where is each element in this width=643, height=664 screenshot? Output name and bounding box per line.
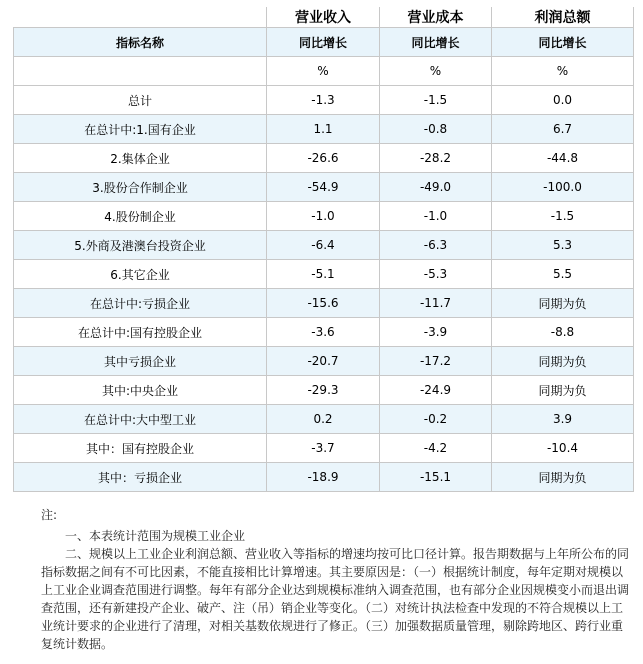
table-row: [14, 347, 634, 376]
note-item-1: 一、本表统计范围为规模工业企业: [65, 529, 246, 543]
header-cost: 营业成本: [380, 7, 492, 28]
row-name: 在总计中:大中型工业: [14, 405, 267, 434]
row-cost: -6.3: [380, 231, 492, 260]
row-name: 4.股份制企业: [14, 202, 267, 231]
row-revenue: -20.7: [267, 347, 380, 376]
unit-row: [14, 57, 634, 86]
row-profit: 5.3: [492, 231, 634, 260]
row-cost: -11.7: [380, 289, 492, 318]
row-profit: 同期为负: [492, 376, 634, 405]
row-name: 5.外商及港澳台投资企业: [14, 231, 267, 260]
row-profit: 5.5: [492, 260, 634, 289]
table-row: [14, 463, 634, 492]
row-cost: -49.0: [380, 173, 492, 202]
row-cost: -4.2: [380, 434, 492, 463]
header-indicator-name: 指标名称: [14, 28, 267, 57]
unit-profit: %: [492, 57, 634, 86]
header-row-sub: [14, 28, 634, 57]
row-profit: 同期为负: [492, 463, 634, 492]
row-revenue: -3.7: [267, 434, 380, 463]
row-revenue: -1.3: [267, 86, 380, 115]
row-profit: 3.9: [492, 405, 634, 434]
row-profit: -8.8: [492, 318, 634, 347]
row-profit: 同期为负: [492, 347, 634, 376]
row-profit: -100.0: [492, 173, 634, 202]
row-name: 在总计中:1.国有企业: [14, 115, 267, 144]
notes-section: [41, 506, 633, 653]
table-row: [14, 231, 634, 260]
row-cost: -24.9: [380, 376, 492, 405]
header-row-top: [14, 7, 634, 28]
table-row: [14, 260, 634, 289]
row-revenue: -1.0: [267, 202, 380, 231]
row-revenue: -29.3: [267, 376, 380, 405]
row-name: 在总计中:国有控股企业: [14, 318, 267, 347]
row-cost: -28.2: [380, 144, 492, 173]
note-item-2: 二、规模以上工业企业利润总额、营业收入等指标的增速均按可比口径计算。报告期数据与上年所公布的同指标数据之间有不可比因素，不能直接相比计算增速。其主要原因是：（一）根据统计制度，每年定期对规模以上工业企业调查范围进行调整。每年有部分企业达到规模标准纳入调查范围，也有部分企业因规模变小而退出调查范围，还有新建投产企业、破产、注（吊）销企业等变化。（二）对统计执法检查中发现的不符合规模以上工业统计要求的企业进行了清理，对相关基数依规进行了修正。（三）加强数据质量管理，剔除跨地区、跨行业重复统计数据。: [41, 547, 630, 651]
header-revenue: 营业收入: [267, 7, 380, 28]
table-row: [14, 405, 634, 434]
row-name: 2.集体企业: [14, 144, 267, 173]
row-revenue: -18.9: [267, 463, 380, 492]
header-profit: 利润总额: [492, 7, 634, 28]
unit-cost: %: [380, 57, 492, 86]
row-revenue: 0.2: [267, 405, 380, 434]
row-profit: -44.8: [492, 144, 634, 173]
row-name: 在总计中:亏损企业: [14, 289, 267, 318]
row-profit: 0.0: [492, 86, 634, 115]
row-profit: 6.7: [492, 115, 634, 144]
table-row: [14, 434, 634, 463]
row-cost: -3.9: [380, 318, 492, 347]
header-yoy-revenue: 同比增长: [267, 28, 380, 57]
row-name: 其中亏损企业: [14, 347, 267, 376]
row-revenue: -6.4: [267, 231, 380, 260]
row-cost: -15.1: [380, 463, 492, 492]
row-name: 其中：国有控股企业: [14, 434, 267, 463]
row-profit: -1.5: [492, 202, 634, 231]
header-yoy-profit: 同比增长: [492, 28, 634, 57]
row-name: 其中:中央企业: [14, 376, 267, 405]
table-row: [14, 86, 634, 115]
row-revenue: -15.6: [267, 289, 380, 318]
statistics-table: [13, 7, 634, 492]
table-row: [14, 289, 634, 318]
unit-revenue: %: [267, 57, 380, 86]
table-row: [14, 376, 634, 405]
row-cost: -17.2: [380, 347, 492, 376]
row-cost: -1.5: [380, 86, 492, 115]
row-revenue: -3.6: [267, 318, 380, 347]
notes-title: 注:: [41, 508, 58, 522]
header-blank: [14, 7, 267, 28]
row-profit: 同期为负: [492, 289, 634, 318]
row-cost: -0.2: [380, 405, 492, 434]
header-yoy-cost: 同比增长: [380, 28, 492, 57]
row-name: 3.股份合作制企业: [14, 173, 267, 202]
row-cost: -1.0: [380, 202, 492, 231]
row-revenue: -54.9: [267, 173, 380, 202]
table-row: [14, 318, 634, 347]
row-cost: -5.3: [380, 260, 492, 289]
table-row: [14, 202, 634, 231]
table-row: [14, 173, 634, 202]
row-cost: -0.8: [380, 115, 492, 144]
row-revenue: -5.1: [267, 260, 380, 289]
row-revenue: 1.1: [267, 115, 380, 144]
unit-blank: [14, 57, 267, 86]
row-profit: -10.4: [492, 434, 634, 463]
row-name: 6.其它企业: [14, 260, 267, 289]
row-name: 总计: [14, 86, 267, 115]
row-name: 其中：亏损企业: [14, 463, 267, 492]
table-row: [14, 144, 634, 173]
table-row: [14, 115, 634, 144]
row-revenue: -26.6: [267, 144, 380, 173]
